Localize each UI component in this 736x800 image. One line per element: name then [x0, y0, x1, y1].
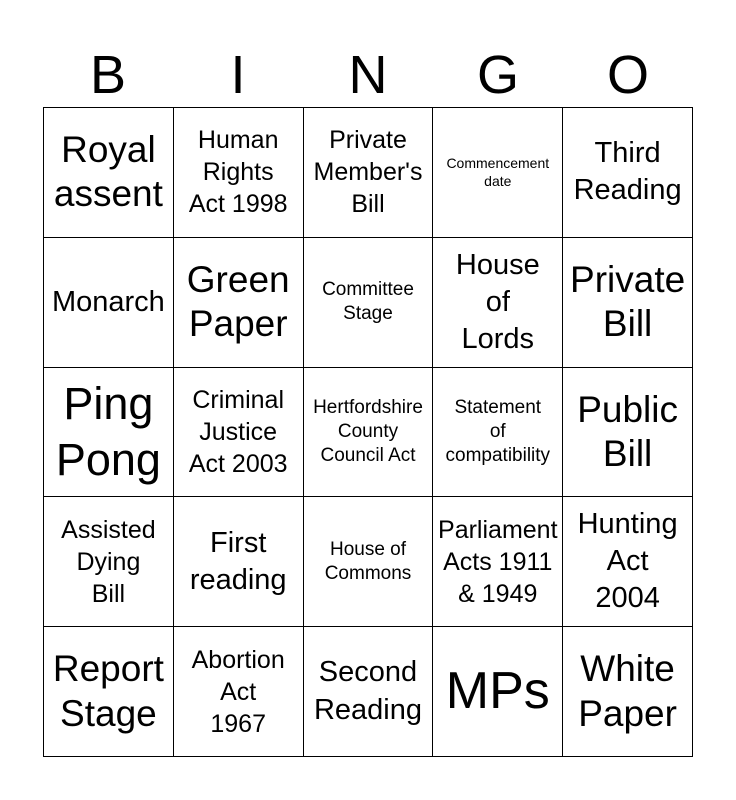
cell-label: Report Stage [52, 648, 164, 734]
bingo-cell[interactable] [433, 368, 563, 498]
header-letter-n: N [348, 45, 388, 105]
bingo-cell[interactable] [563, 238, 693, 368]
bingo-cell[interactable] [304, 108, 434, 238]
bingo-cell[interactable] [304, 368, 434, 498]
bingo-cell[interactable] [433, 497, 563, 627]
cell-label: Human Rights Act 1998 [188, 126, 288, 219]
bingo-cell[interactable] [563, 627, 693, 757]
cell-label: White Paper [578, 648, 677, 734]
cell-label: Second Reading [313, 656, 422, 726]
bingo-cell[interactable] [44, 238, 174, 368]
cell-label: Monarch [51, 285, 165, 318]
cell-label: Committee Stage [322, 279, 414, 325]
header-letter-o: O [606, 45, 649, 105]
cell-label: Green Paper [186, 258, 290, 345]
bingo-cell[interactable] [174, 627, 304, 757]
bingo-cell[interactable] [44, 497, 174, 627]
bingo-cell[interactable] [563, 108, 693, 238]
cell-label: Public Bill [577, 388, 678, 474]
bingo-cell[interactable] [304, 497, 434, 627]
bingo-cell[interactable] [433, 627, 563, 757]
cell-label: Commencement date [446, 154, 550, 190]
cell-label: Hertfordshire County Council Act [313, 397, 423, 466]
cell-label: Statement of compatibility [445, 397, 551, 466]
cell-label: Private Member's Bill [313, 126, 423, 219]
cell-label: First reading [189, 526, 287, 596]
cell-label: Abortion Act 1967 [191, 645, 285, 738]
bingo-cell[interactable] [44, 627, 174, 757]
bingo-cell[interactable] [174, 108, 304, 238]
cell-label: Ping Pong [55, 377, 161, 485]
cell-label: MPs [445, 662, 550, 720]
header-letter-b: B [89, 45, 127, 105]
cell-label: Hunting Act 2004 [577, 508, 678, 615]
bingo-cell[interactable] [174, 238, 304, 368]
cell-label: Assisted Dying Bill [61, 515, 156, 608]
cell-label: House of Lords [455, 248, 540, 355]
bingo-cell[interactable] [44, 368, 174, 498]
header-letter-i: I [230, 45, 246, 105]
bingo-cell[interactable] [433, 108, 563, 238]
cell-label: House of Commons [324, 539, 412, 584]
bingo-cell[interactable] [174, 368, 304, 498]
cell-label: Criminal Justice Act 2003 [188, 385, 288, 478]
cell-label: Third Reading [573, 137, 682, 207]
bingo-cell[interactable] [563, 497, 693, 627]
cell-label: Parliament Acts 1911 & 1949 [438, 515, 558, 608]
bingo-cell[interactable] [174, 497, 304, 627]
cell-label: Private Bill [570, 258, 686, 345]
bingo-cell[interactable] [563, 368, 693, 498]
bingo-header [43, 44, 693, 106]
bingo-cell[interactable] [304, 627, 434, 757]
header-letter-g: G [476, 45, 519, 105]
bingo-board [43, 107, 693, 757]
bingo-cell[interactable] [304, 238, 434, 368]
cell-label: Royal assent [53, 129, 163, 215]
bingo-cell[interactable] [433, 238, 563, 368]
bingo-cell[interactable] [44, 108, 174, 238]
